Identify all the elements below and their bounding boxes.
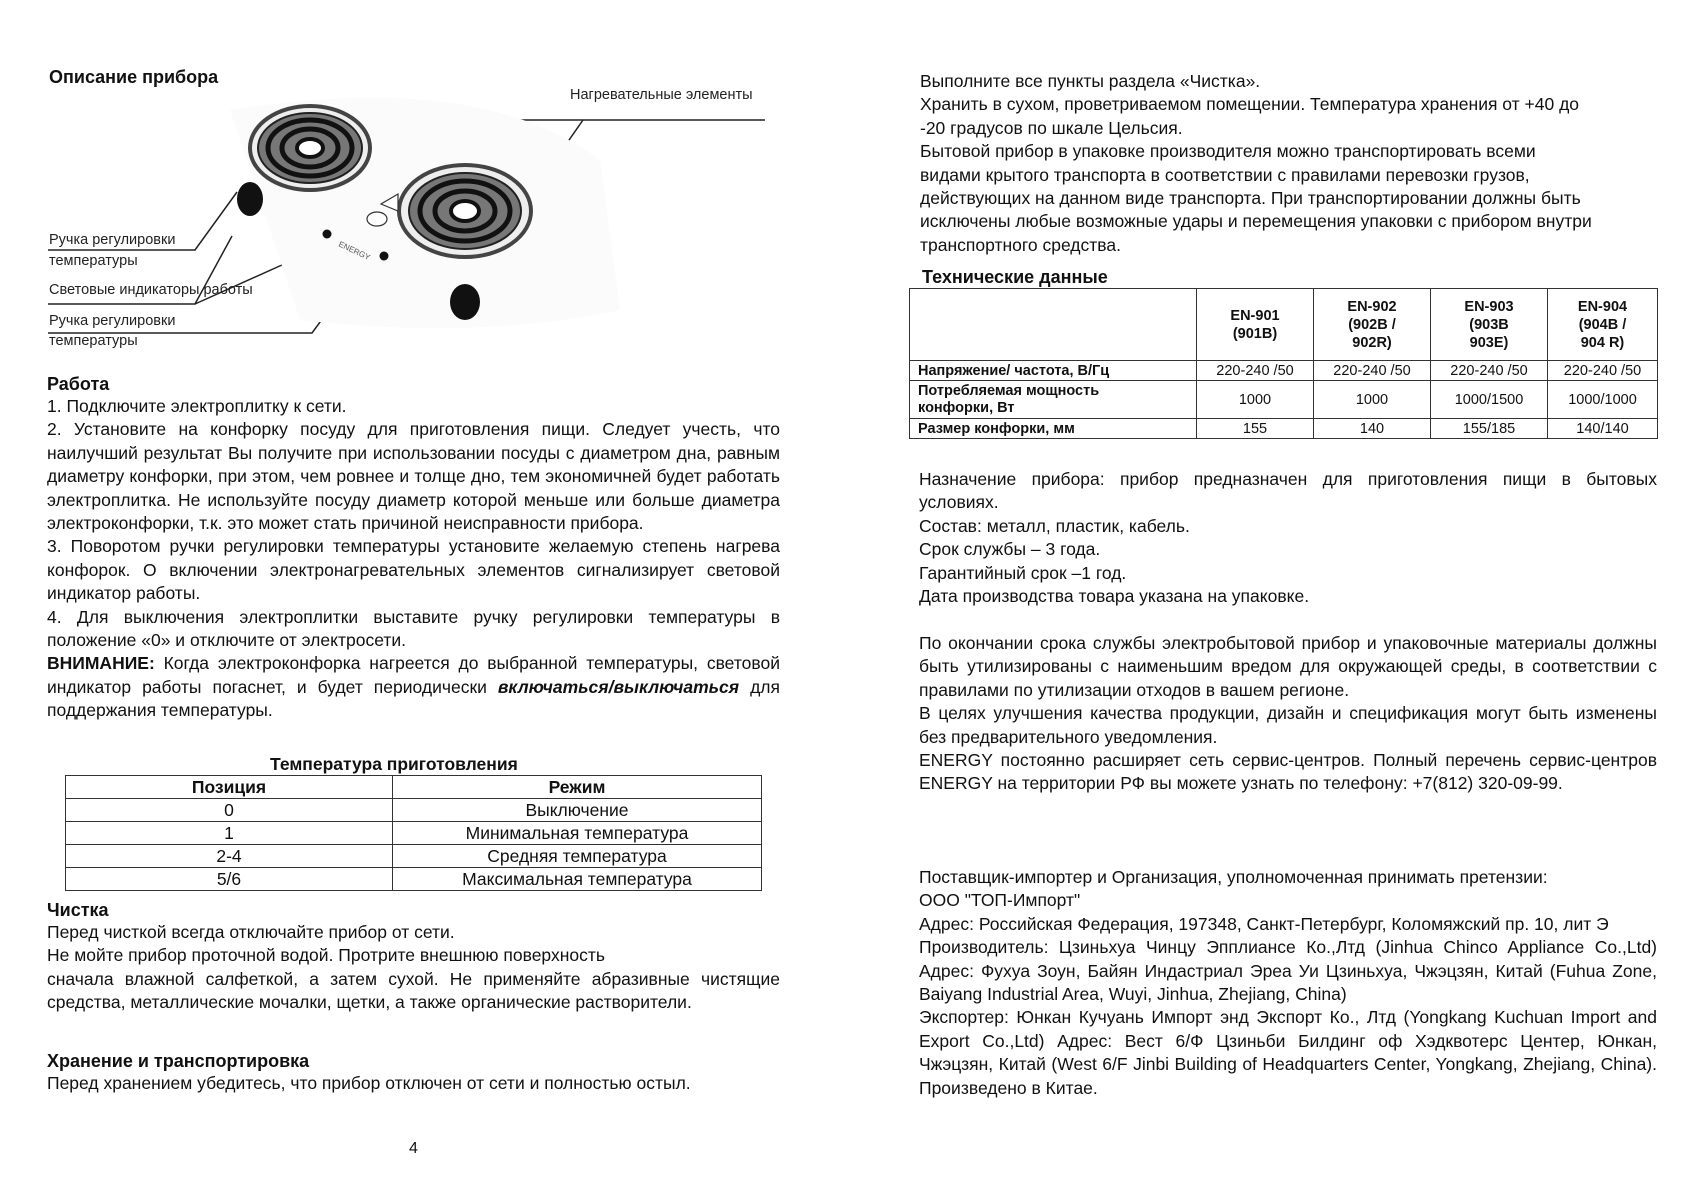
supplier-address: Адрес: Российская Федерация, 197348, Санкт-Петербург, Коломяжский пр. 10, лит Э: [919, 913, 1609, 934]
section-operation: [47, 374, 780, 723]
exporter: Экспортер: Юнкан Кучуань Импорт энд Экспорт Ко., Лтд (Yongkang Kuchuan Import and Export Co.,Ltd) Адрес: Вест 6/Ф Цзиньби Билдинг оф Хэдквотерс Центер, Юнкан, Чжэцзян, Китай (West 6/F Jinbi Building of Headquarters Center, Yongkang, Zhejiang, China). Произведено в Китае.: [919, 1007, 1657, 1098]
spec-value: 1000: [1314, 381, 1431, 419]
changes-notice: В целях улучшения качества продукции, дизайн и спецификация могут быть изменены без предварительного уведомления.: [919, 703, 1657, 747]
info-warranty: Гарантийный срок –1 год.: [919, 562, 1127, 583]
warning-emphasis: включаться/выключаться: [497, 676, 740, 697]
table-row: [910, 361, 1658, 381]
model-header: EN-904 (904B / 904 R): [1548, 289, 1658, 361]
warning-tail: для поддержания температуры.: [47, 676, 780, 721]
page-number: 4: [409, 1140, 418, 1157]
header-mode: Режим: [393, 776, 762, 799]
operation-warning: [47, 652, 780, 722]
table-row: [910, 419, 1658, 439]
mode-cell: Минимальная температура: [393, 822, 762, 845]
info-service-life: Срок службы – 3 года.: [919, 539, 1101, 560]
supplier-section: [919, 866, 1657, 1100]
cooking-table: [65, 775, 762, 891]
section-title-cleaning: Чистка: [47, 900, 109, 920]
spec-value: 220-240 /50: [1431, 361, 1548, 381]
operation-step-4: 4. Для выключения электроплитки выставите ручку регулировки температуры в положение «0» и отключите от электросети.: [47, 606, 780, 651]
operation-step-3: 3. Поворотом ручки регулировки температуры установите желаемую степень нагрева конфорок. О включении электронагревательных элементов сигнализирует световой индикатор работы.: [47, 536, 780, 604]
table-row: [66, 868, 762, 891]
model-header: EN-902 (902B / 902R): [1314, 289, 1431, 361]
mode-cell: Выключение: [393, 799, 762, 822]
left-page: [0, 0, 848, 1200]
label-knob-2-line2: температуры: [49, 333, 138, 349]
section-title-storage: Хранение и транспортировка: [47, 1051, 310, 1071]
spec-value: 220-240 /50: [1314, 361, 1431, 381]
position-cell: 1: [66, 822, 393, 845]
spec-label: Напряжение/ частота, В/Гц: [910, 361, 1197, 381]
info-production-date: Дата производства товара указана на упаковке.: [919, 586, 1310, 607]
storage-continued: [920, 70, 1600, 257]
label-knob-1-line2: температуры: [49, 253, 138, 269]
knob-right: [450, 284, 480, 320]
spec-label: Потребляемая мощность конфорки, Вт: [910, 381, 1197, 419]
mode-cell: Средняя температура: [393, 845, 762, 868]
cleaning-line-1: Перед чисткой всегда отключайте прибор от сети.: [47, 922, 455, 942]
info-purpose: Назначение прибора: прибор предназначен для приготовления пищи в бытовых условиях.: [919, 469, 1657, 513]
supplier-line-2: ООО "ТОП-Импорт": [919, 890, 1081, 911]
cleaning-line-2: Не мойте прибор проточной водой. Протрите внешнюю поверхность: [47, 945, 606, 966]
mode-cell: Максимальная температура: [393, 868, 762, 891]
position-cell: 0: [66, 799, 393, 822]
cooking-table-title: Температура приготовления: [270, 754, 518, 774]
specs-table: [909, 288, 1658, 439]
table-row: [66, 799, 762, 822]
disposal-text: По окончании срока службы электробытовой прибор и упаковочные материалы должны быть утилизированы с наименьшим вредом для окружающей среды, в соответствии с правилами по утилизации отходов в вашем регионе.: [919, 633, 1657, 700]
specs-corner-cell: [910, 289, 1197, 361]
specs-header-row: [910, 289, 1658, 361]
info-composition: Состав: металл, пластик, кабель.: [919, 515, 1190, 536]
model-header: EN-903 (903B 903E): [1431, 289, 1548, 361]
section-title-operation: Работа: [47, 374, 110, 394]
warning-text: Когда электроконфорка нагреется до выбранной температуры, световой индикатор работы погаснет, и будет периодически: [47, 653, 780, 697]
operation-step-2: 2. Установите на конфорку посуду для приготовления пищи. Следует учесть, что наилучший результат Вы получите при использовании посуды с диаметром дна, равным диаметру конфорки, при этом, чем ровнее и толще дно, тем экономичней будет работать электроплитка. Не используйте посуду диаметр которой меньше или больше диаметра электроконфорки, т.к. это может стать причиной неисправности прибора.: [47, 419, 780, 534]
table-row: [66, 845, 762, 868]
device-brand-label: ENERGY: [337, 239, 372, 263]
position-cell: 5/6: [66, 868, 393, 891]
cleaning-line-3: сначала влажной салфеткой, а затем сухой. Не применяйте абразивные чистящие средства, металлические мочалки, щетки, а также органические растворители.: [47, 968, 780, 1013]
label-heating-elements: Нагревательные элементы: [570, 87, 753, 103]
section-cleaning: [47, 900, 780, 1015]
label-knob-2-line1: Ручка регулировки: [49, 313, 176, 329]
burner-right: [399, 165, 531, 257]
spec-value: 140/140: [1548, 419, 1658, 439]
manufacturer: Производитель: Цзиньхуа Чинцу Эпплиансе Ко.,Лтд (Jinhua Chinco Appliance Co.,Ltd) Адрес: Фухуа Зоун, Байян Индастриал Эреа Уи Цзиньхуа, Чжэцзян, Китай (Fuhua Zone, Baiyang Industrial Area, Wuyi, Jinhua, Zhejiang, China): [919, 937, 1657, 1005]
spec-value: 220-240 /50: [1548, 361, 1658, 381]
storage-cont-line-1: Выполните все пункты раздела «Чистка».: [920, 71, 1261, 91]
product-info: [919, 468, 1657, 608]
storage-text: Перед хранением убедитесь, что прибор отключен от сети и полностью остыл.: [47, 1073, 691, 1093]
spec-value: 1000: [1197, 381, 1314, 419]
right-page: [848, 0, 1697, 1200]
supplier-line-1: Поставщик-импортер и Организация, уполномоченная принимать претензии:: [919, 867, 1548, 887]
section-title-description: Описание прибора: [49, 67, 219, 87]
service-centers: ENERGY постоянно расширяет сеть сервис-центров. Полный перечень сервис-центров ENERGY на территории РФ вы можете узнать по телефону: +7(812) 320-09-99.: [919, 750, 1657, 794]
spec-value: 155: [1197, 419, 1314, 439]
header-position: Позиция: [66, 776, 393, 799]
section-title-specs: Технические данные: [922, 267, 1108, 287]
knob-left: [237, 182, 263, 216]
spec-value: 1000/1500: [1431, 381, 1548, 419]
cooking-table-header: [66, 776, 762, 799]
warning-label: ВНИМАНИЕ:: [47, 653, 155, 674]
disposal-section: [919, 632, 1657, 796]
spec-value: 220-240 /50: [1197, 361, 1314, 381]
spec-label: Размер конфорки, мм: [910, 419, 1197, 439]
spec-value: 140: [1314, 419, 1431, 439]
indicator-light-1: [323, 230, 332, 239]
operation-step-1: 1. Подключите электроплитку к сети.: [47, 396, 347, 416]
certification-badge-icon: [367, 212, 387, 226]
burner-left: [250, 106, 370, 190]
label-knob-1-line1: Ручка регулировки: [49, 232, 176, 248]
spec-value: 1000/1000: [1548, 381, 1658, 419]
storage-cont-line-2: Хранить в сухом, проветриваемом помещении. Температура хранения от +40 до -20 градусов по шкале Цельсия.: [920, 94, 1580, 138]
model-header: EN-901 (901B): [1197, 289, 1314, 361]
label-indicators: Световые индикаторы работы: [49, 282, 253, 298]
spec-value: 155/185: [1431, 419, 1548, 439]
position-cell: 2-4: [66, 845, 393, 868]
indicator-light-2: [380, 252, 389, 261]
storage-cont-line-3: Бытовой прибор в упаковке производителя можно транспортировать всеми видами крытого транспорта в соответствии с правилами перевозки грузов, действующих на данном виде транспорта. При транспортировании должны быть исключены любые возможные удары и перемещения упаковки с прибором внутри транспортного средства.: [920, 141, 1592, 255]
section-storage: [47, 1051, 780, 1095]
table-row: [910, 381, 1658, 419]
table-row: [66, 822, 762, 845]
